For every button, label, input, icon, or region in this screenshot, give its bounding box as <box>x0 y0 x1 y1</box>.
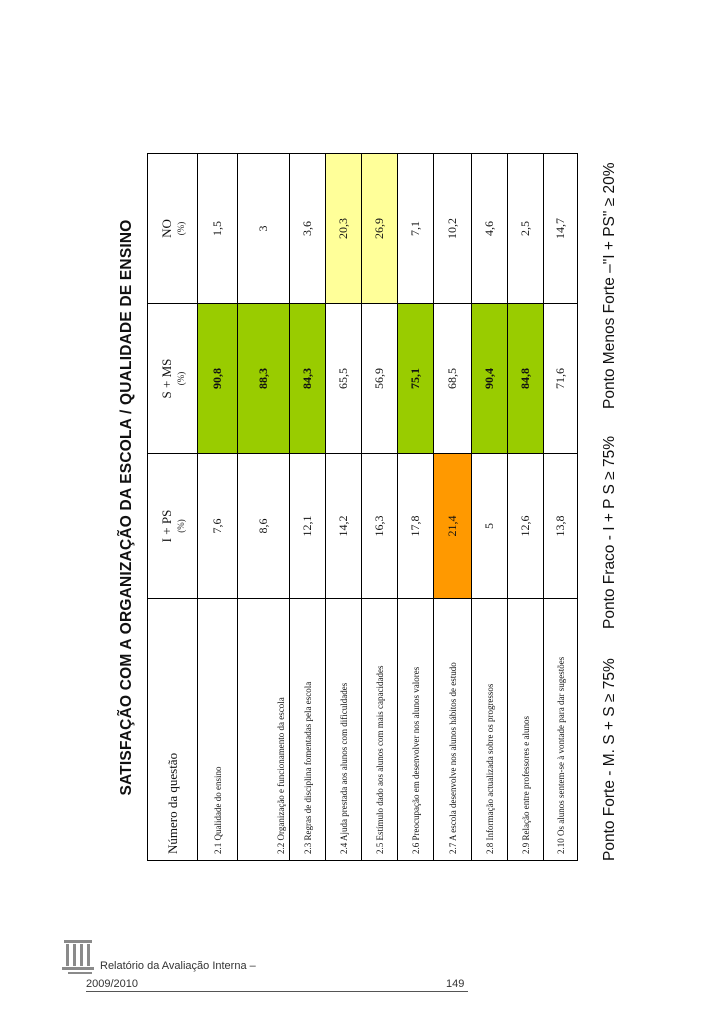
row-ips: 12,1 <box>290 454 326 599</box>
header-sms: S + MS (%) <box>148 304 198 454</box>
school-logo-icon <box>62 938 96 978</box>
table-row <box>238 154 290 861</box>
row-question: 2.10 Os alunos sentem-se à vontade para dar sugestões <box>544 599 578 861</box>
row-no: 7,1 <box>398 154 434 304</box>
rotated-table-block <box>107 154 652 861</box>
row-no: 14,7 <box>544 154 578 304</box>
table-row <box>398 154 434 861</box>
row-ips: 12,6 <box>508 454 544 599</box>
row-sms: 88,3 <box>238 304 290 454</box>
row-question: 2.6 Preocupação em desenvolver nos alunos valores <box>398 599 434 861</box>
row-sms: 65,5 <box>326 304 362 454</box>
page-number: 149 <box>446 978 465 990</box>
table-row <box>472 154 508 861</box>
table-header-row <box>148 154 198 861</box>
row-ips: 14,2 <box>326 454 362 599</box>
row-no: 2,5 <box>508 154 544 304</box>
table-row <box>198 154 238 861</box>
row-ips: 21,4 <box>434 454 472 599</box>
row-ips: 7,6 <box>198 454 238 599</box>
table-row <box>290 154 326 861</box>
row-question: 2.4 Ajuda prestada aos alunos com dificuldades <box>326 599 362 861</box>
row-no: 3 <box>238 154 290 304</box>
row-sms: 90,8 <box>198 304 238 454</box>
row-sms: 84,8 <box>508 304 544 454</box>
row-no: 20,3 <box>326 154 362 304</box>
row-sms: 90,4 <box>472 304 508 454</box>
row-question: 2.5 Estímulo dado aos alunos com mais capacidades <box>362 599 398 861</box>
row-no: 3,6 <box>290 154 326 304</box>
row-sms: 71,6 <box>544 304 578 454</box>
row-question: 2.9 Relação entre professores e alunos <box>508 599 544 861</box>
row-ips: 16,3 <box>362 454 398 599</box>
row-ips: 17,8 <box>398 454 434 599</box>
row-question: 2.3 Regras de disciplina fomentadas pela escola <box>290 599 326 861</box>
row-question: 2.2 Organização e funcionamento da escola <box>238 599 290 861</box>
table-row <box>362 154 398 861</box>
row-question: 2.8 Informação actualizada sobre os progressos <box>472 599 508 861</box>
footer-divider <box>86 991 468 992</box>
legend-strong: Ponto Forte - M. S + S ≥ 75% <box>601 658 618 861</box>
row-no: 4,6 <box>472 154 508 304</box>
row-no: 26,9 <box>362 154 398 304</box>
table-row <box>508 154 544 861</box>
header-ips: I + PS (%) <box>148 454 198 599</box>
footer-year: 2009/2010 <box>86 978 138 990</box>
row-ips: 8,6 <box>238 454 290 599</box>
row-sms: 68,5 <box>434 304 472 454</box>
row-question: 2.7 A escola desenvolve nos alunos hábitos de estudo <box>434 599 472 861</box>
row-ips: 5 <box>472 454 508 599</box>
row-no: 1,5 <box>198 154 238 304</box>
table-row <box>326 154 362 861</box>
row-no: 10,2 <box>434 154 472 304</box>
header-no: NO (%) <box>148 154 198 304</box>
header-question: Número da questão <box>148 599 198 861</box>
row-ips: 13,8 <box>544 454 578 599</box>
table-row <box>434 154 472 861</box>
row-sms: 75,1 <box>398 304 434 454</box>
legend-weak: Ponto Fraco - I + P S ≥ 75% <box>601 435 618 629</box>
table-title: SATISFAÇÃO COM A ORGANIZAÇÃO DA ESCOLA / QUALIDADE DE ENSINO <box>118 219 135 796</box>
row-sms: 56,9 <box>362 304 398 454</box>
satisfaction-table <box>147 153 578 861</box>
table-row <box>544 154 578 861</box>
row-sms: 84,3 <box>290 304 326 454</box>
legend-less-strong: Ponto Menos Forte –"I + PS" ≥ 20% <box>601 162 618 409</box>
row-question: 2.1 Qualidade do ensino <box>198 599 238 861</box>
footer-title: Relatório da Avaliação Interna – <box>100 960 256 972</box>
